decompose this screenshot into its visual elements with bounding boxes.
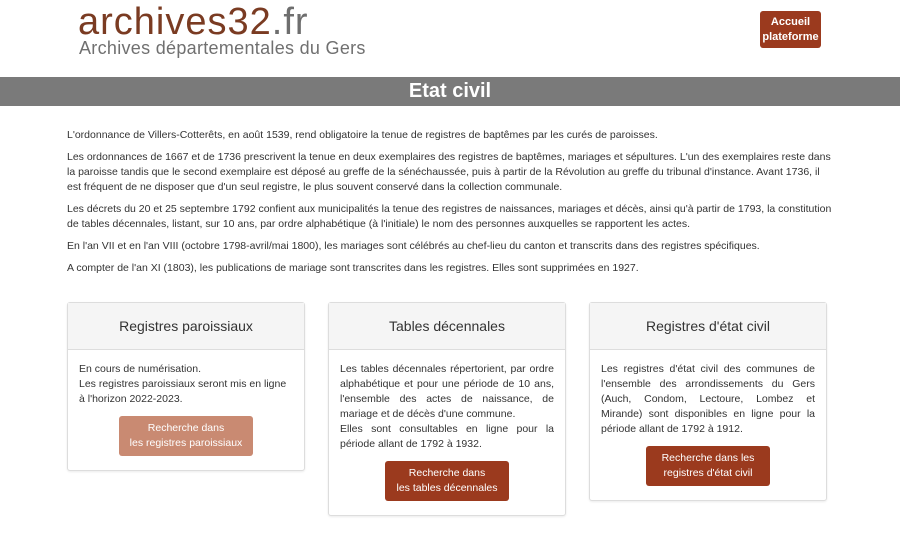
card-text: Les tables décennales répertorient, par ordre alphabétique et pour une période de 10 ans, l'ensemble des actes de naissance, de mariage et de décès d'une commune. (340, 363, 554, 420)
button-label-line1: Recherche dans (408, 467, 486, 479)
card-tables-decennales (328, 302, 566, 516)
card-body (590, 350, 826, 500)
card-registres-etat-civil (589, 302, 827, 501)
card-title: Registres d'état civil (590, 303, 826, 350)
card-title: Tables décennales (329, 303, 565, 350)
page-title-bar (0, 77, 900, 106)
card-text: Les registres d'état civil des communes de l'ensemble des arrondissements du Gers (Auch, Condom, Lectoure, Lombez et Mirande) sont disponibles en ligne pour la période allant de 1792 à 1912. (601, 363, 815, 435)
accueil-label-line2: plateforme (762, 31, 819, 43)
button-label-line1: Recherche dans les (661, 452, 755, 464)
intro-paragraph: Les décrets du 20 et 25 septembre 1792 confient aux municipalités la tenue des registres de naissances, mariages et décès, ainsi qu'à partir de 1793, la constitution de tables décennales, listant, sur 10 ans, par ordre alphabétique (à l'initiale) le nom des personnes auxquelles se rapportent les actes. (67, 203, 832, 230)
card-text: Les registres paroissiaux seront mis en ligne à l'horizon 2022-2023. (79, 378, 287, 405)
site-logo[interactable] (78, 2, 309, 42)
search-registres-paroissiaux-button[interactable] (119, 416, 253, 456)
accueil-label-line1: Accueil (770, 16, 811, 28)
search-registres-etat-civil-button[interactable] (646, 446, 770, 486)
button-label-line2: registres d'état civil (663, 467, 753, 479)
logo-main-text: archives32 (78, 1, 272, 43)
search-tables-decennales-button[interactable] (385, 461, 509, 501)
intro-paragraph: En l'an VII et en l'an VIII (octobre 1798-avril/mai 1800), les mariages sont célébrés au chef-lieu du canton et transcrits dans des registres spécifiques. (67, 240, 760, 252)
intro-paragraph: L'ordonnance de Villers-Cotterêts, en août 1539, rend obligatoire la tenue de registres de baptêmes par les curés de paroisses. (67, 129, 658, 141)
card-body (329, 350, 565, 515)
button-label-line1: Recherche dans (147, 422, 225, 434)
intro-paragraph: A compter de l'an XI (1803), les publications de mariage sont transcrites dans les registres. Elles sont supprimées en 1927. (67, 262, 639, 274)
card-title: Registres paroissiaux (68, 303, 304, 350)
page-title: Etat civil (408, 80, 492, 102)
card-registres-paroissiaux (67, 302, 305, 471)
intro-text (67, 128, 833, 283)
card-body (68, 350, 304, 470)
logo-subtitle: Archives départementales du Gers (79, 38, 366, 58)
accueil-plateforme-button[interactable] (760, 11, 821, 48)
logo-domain-text: .fr (271, 1, 309, 43)
button-label-line2: les tables décennales (396, 482, 498, 494)
card-text: Elles sont consultables en ligne pour la période allant de 1792 à 1932. (340, 423, 554, 450)
intro-paragraph: Les ordonnances de 1667 et de 1736 prescrivent la tenue en deux exemplaires des registres de baptêmes, mariages et sépultures. L'un des exemplaires reste dans la paroisse tandis que le second exemplaire est déposé au greffe de la sénéchaussée, puis à partir de la Révolution au greffe du tribunal d'instance. Avant 1736, il est fréquent de ne disposer que d'un seul registre, le plus souvent conservé dans la collection communale. (67, 151, 831, 193)
button-label-line2: les registres paroissiaux (129, 437, 243, 449)
card-text: En cours de numérisation. (79, 363, 201, 375)
